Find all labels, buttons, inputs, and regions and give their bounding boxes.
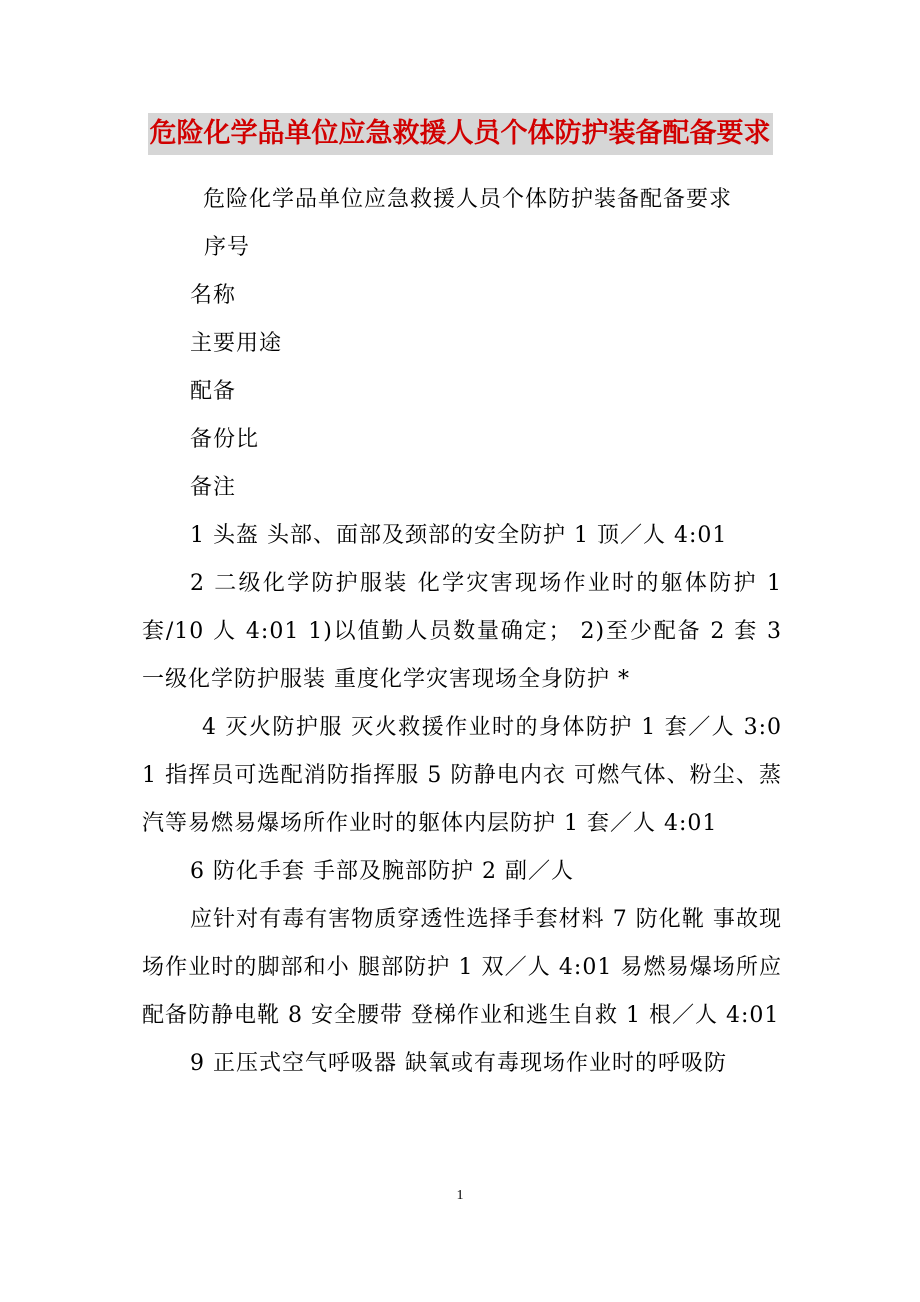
document-subtitle: 危险化学品单位应急救援人员个体防护装备配备要求 [203,187,733,212]
paragraph-item-9: 9 正压式空气呼吸器 缺氧或有毒现场作业时的呼吸防 [190,1051,727,1076]
header-cell-purpose: 主要用途 [190,331,283,356]
paragraph-item-4-5: 4 灭火防护服 灭火救援作业时的身体防护 1 套／人 3:01 指挥员可选配消防指挥服 5 防静电内衣 可燃气体、粉尘、蒸汽等易燃易爆场所作业时的躯体内层防护 1 套／人 4:01 [142,715,782,836]
header-cell-notes: 备注 [190,475,237,500]
header-cell-index: 序号 [204,235,251,260]
header-cell-quantity: 配备 [190,379,237,404]
paragraph-item-2-3: 2 二级化学防护服装 化学灾害现场作业时的躯体防护 1 套/10 人 4:01 1)以值勤人员数量确定； 2)至少配备 2 套 3 一级化学防护服装 重度化学灾害现场全身防护 * [142,571,782,692]
document-body [142,176,782,1088]
paragraph-item-1: 1 头盔 头部、面部及颈部的安全防护 1 顶／人 4:01 [190,523,728,548]
header-cell-name: 名称 [190,283,237,308]
paragraph-item-6: 6 防化手套 手部及腕部防护 2 副／人 [190,859,574,884]
page-number: 1 [456,1188,464,1203]
paragraph-item-7-8: 应针对有毒有害物质穿透性选择手套材料 7 防化靴 事故现场作业时的脚部和小 腿部防护 1 双／人 4:01 易燃易爆场所应配备防静电靴 8 安全腰带 登梯作业和逃生自救 1 根／人 4:01 [142,907,782,1028]
header-cell-backup-ratio: 备份比 [190,427,260,452]
document-title: 危险化学品单位应急救援人员个体防护装备配备要求 [148,113,773,155]
title-container [0,113,920,155]
